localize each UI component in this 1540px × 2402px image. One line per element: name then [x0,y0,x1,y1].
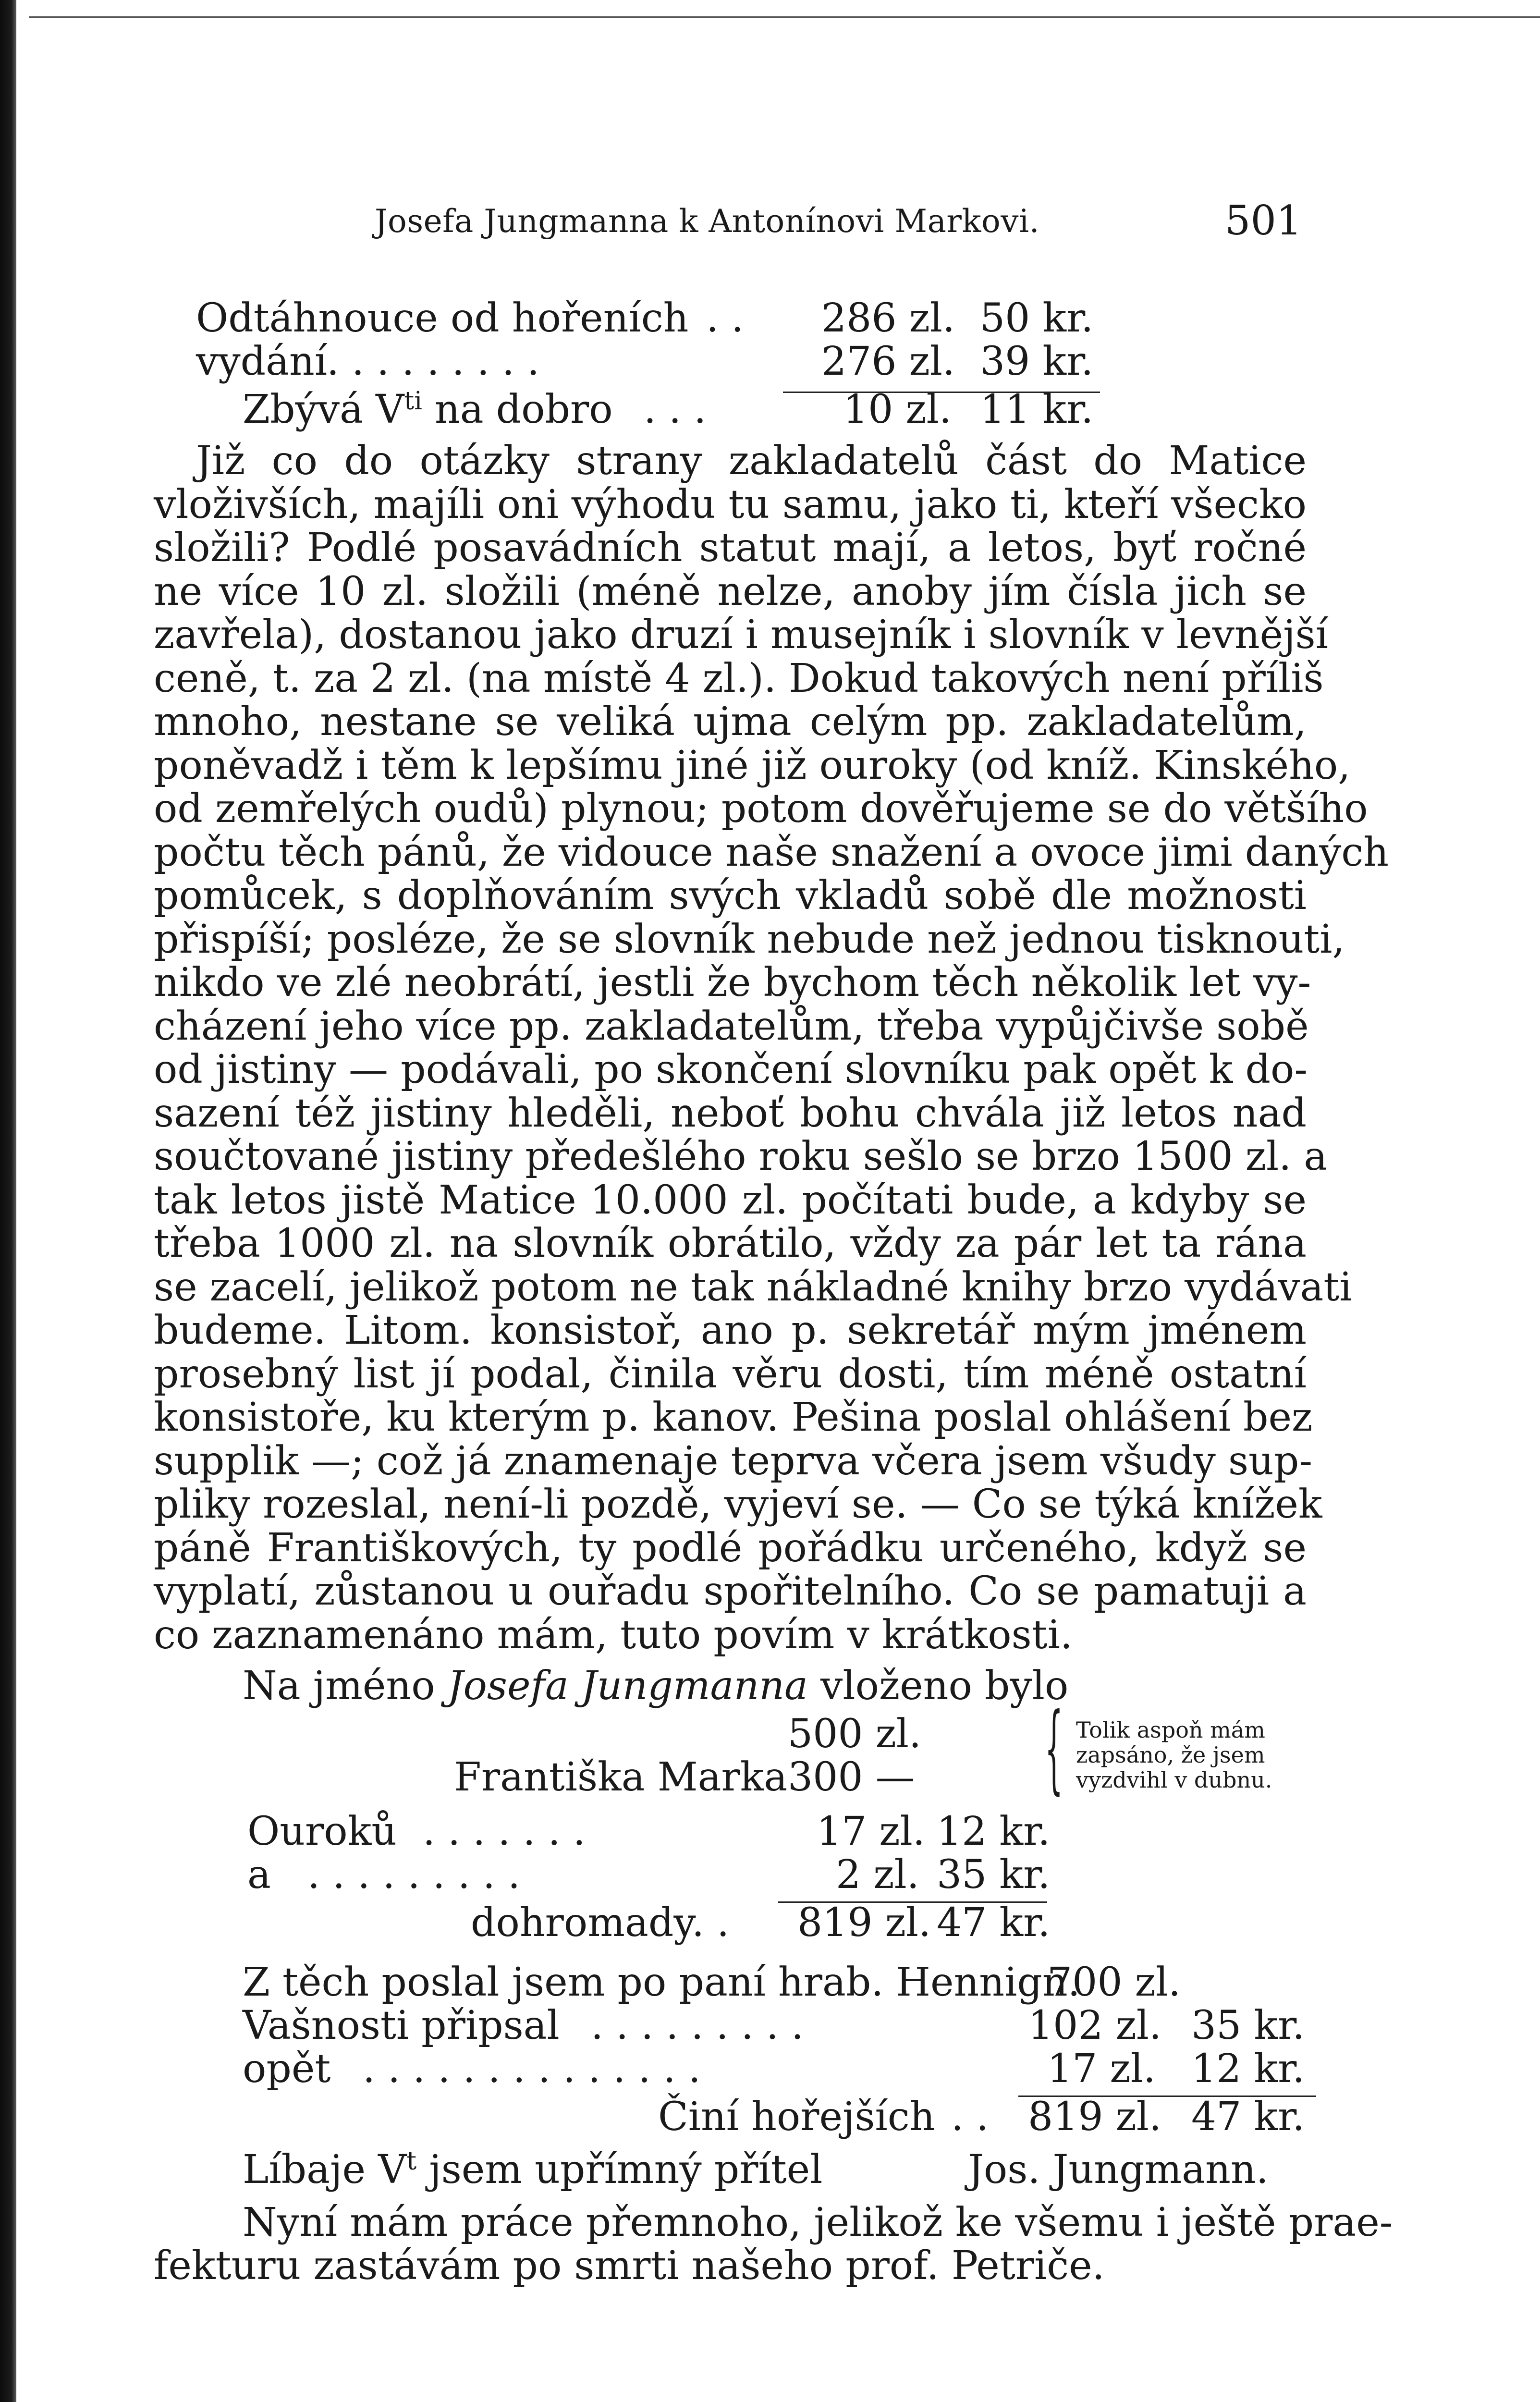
sent-row-zl: 700 zl. [1047,1960,1181,2005]
sent-row-zl: 17 zl. [1047,2046,1156,2092]
running-head: Josefa Jungmanna k Antonínovi Markovi. [375,203,1040,240]
account-row-label: Zbývá $V^{ti}$ na dobro [243,387,613,432]
body-line: se zacelí, jelikož potom ne tak nákladné knihy brzo vydávati [154,1264,1352,1310]
margin-note-line: vyzdvihl v dubnu. [1076,1767,1272,1793]
body-line: od zemřelých oudů) plynou; potom dověřujeme se do většího [154,786,1368,832]
sent-row-label: Vašnosti připsal [243,2003,560,2048]
postscript-line: fekturu zastávám po smrti našeho prof. Petriče. [154,2243,1105,2289]
body-line: zavřela), dostanou jako druzí i musejník i slovník v levnější [154,612,1328,658]
body-line: ceně, t. za 2 zl. (na místě 4 zl.). Dokud takových není příliš [154,655,1324,701]
book-spine-shadow [0,0,16,2402]
body-line: co zaznamenáno mám, tuto povím v krátkosti. [154,1612,1073,1658]
signature: Jos. Jungmann. [968,2147,1269,2193]
interest-kr: 12 kr. [937,1809,1051,1854]
body-line: složili? Podlé posavádních statut mají, a letos, byť ročné [154,525,1307,571]
brace-bracket: { [1045,1692,1063,1804]
deposit-intro: Na jméno Josefa Jungmanna vloženo bylo [243,1663,1069,1709]
sent-total-dots: . . [951,2094,989,2140]
total-zl: 819 zl. [797,1900,931,1946]
sent-row-label: opět [243,2046,331,2092]
body-line: sazení též jistiny hleděli, neboť bohu chvála již letos nad [154,1090,1307,1136]
sent-row-kr: 12 kr. [1191,2046,1305,2092]
account-row-zl: 10 zl. [843,387,952,432]
body-line: mnoho, nestane se veliká ujma celým pp. zakladatelům, [154,699,1307,745]
total-kr: 47 kr. [937,1900,1051,1946]
deposit-amount: 500 zl. [788,1711,922,1757]
page-number: 501 [1225,197,1302,244]
body-line: prosebný list jí podal, činila věru dosti, tím méně ostatní [154,1351,1307,1397]
sent-row-dots: . . . . . . . . . . . . . . [363,2046,701,2092]
closing-salutation: Líbaje $V^t$ jsem upřímný přítel [243,2147,823,2193]
body-line: páně Františkových, ty podlé pořádku určeného, když se [154,1525,1307,1571]
interest-label: a [247,1852,271,1898]
sent-row-zl: 102 zl. [1028,2003,1162,2048]
body-line: vloživších, majíli oni výhodu tu samu, jako ti, kteří všecko [154,481,1307,527]
account-row-zl: 286 zl. [821,295,955,341]
account-row-dots: . . [706,295,744,341]
interest-zl: 2 zl. [836,1852,919,1898]
account-row-dots: . . . [644,387,707,432]
sent-total-label: Činí hořejších [658,2094,935,2140]
interest-kr: 35 kr. [937,1852,1051,1898]
total-label: dohromady [471,1900,696,1946]
interest-zl: 17 zl. [817,1809,925,1854]
body-line: vyplatí, zůstanou u ouřadu spořitelního. Co se pamatuji a [154,1569,1307,1614]
body-line: ne více 10 zl. složili (méně nelze, anoby jím čísla jich se [154,568,1307,614]
deposit-label: Františka Marka [454,1754,788,1800]
deposit-amount: 300 — [788,1754,915,1800]
body-line: součtované jistiny předešlého roku sešlo se brzo 1500 zl. a [154,1134,1328,1179]
body-line: Již co do otázky strany zakladatelů část do Matice [196,438,1307,484]
body-line: pomůcek, s doplňováním svých vkladů sobě dle možnosti [154,873,1307,919]
account-row-label: Odtáhnouce od hořeních [196,295,689,341]
sent-total-kr: 47 kr. [1191,2094,1305,2140]
sent-row-kr: 35 kr. [1191,2003,1305,2048]
account-row-kr: 11 kr. [980,387,1094,432]
body-line: supplik —; což já znamenaje teprva včera jsem všudy sup- [154,1438,1313,1484]
interest-label: Ouroků [247,1809,397,1854]
sent-row-label: Z těch poslal jsem po paní hrab. Hennign. [243,1960,1080,2005]
body-line: třeba 1000 zl. na slovník obrátilo, vždy za pár let ta rána [154,1221,1307,1266]
account-row-zl: 276 zl. [821,339,955,384]
interest-dots: . . . . . . . . . [307,1852,521,1898]
sent-row-dots: . . . . . . . . . [591,2003,804,2048]
body-line: poněvadž i těm k lepšímu jiné již ouroky (od kníž. Kinského, [154,742,1351,788]
account-row-label: vydání [196,339,328,384]
interest-dots: . . . . . . . [423,1809,586,1854]
sent-total-zl: 819 zl. [1028,2094,1162,2140]
account-row-dots: . . . . . . . . . [327,339,540,384]
body-line: konsistoře, ku kterým p. kanov. Pešina poslal ohlášení bez [154,1395,1313,1440]
margin-note-line: zapsáno, že jsem [1076,1742,1265,1768]
body-line: počtu těch pánů, že vidouce naše snažení a ovoce jimi daných [154,829,1389,875]
body-line: nikdo ve zlé neobrátí, jestli že bychom těch několik let vy- [154,960,1311,1005]
body-line: přispíší; posléze, že se slovník nebude než jednou tisknouti, [154,916,1345,962]
body-line: cházení jeho více pp. zakladatelům, třeba vypůjčivše sobě [154,1003,1309,1049]
body-line: pliky rozeslal, není-li pozdě, vyjeví se. — Co se týká knížek [154,1482,1322,1527]
body-line: od jistiny — podávali, po skončení slovníku pak opět k do- [154,1047,1308,1092]
total-dots: . . [692,1900,730,1946]
body-line: budeme. Litom. konsistoř, ano p. sekretář mým jménem [154,1308,1307,1353]
body-line: tak letos jistě Matice 10.000 zl. počítati bude, a kdyby se [154,1177,1307,1223]
postscript-line: Nyní mám práce přemnoho, jelikož ke všemu i ještě prae- [243,2200,1393,2245]
account-row-kr: 50 kr. [980,295,1094,341]
margin-note-line: Tolik aspoň mám [1076,1717,1265,1743]
account-row-kr: 39 kr. [980,339,1094,384]
